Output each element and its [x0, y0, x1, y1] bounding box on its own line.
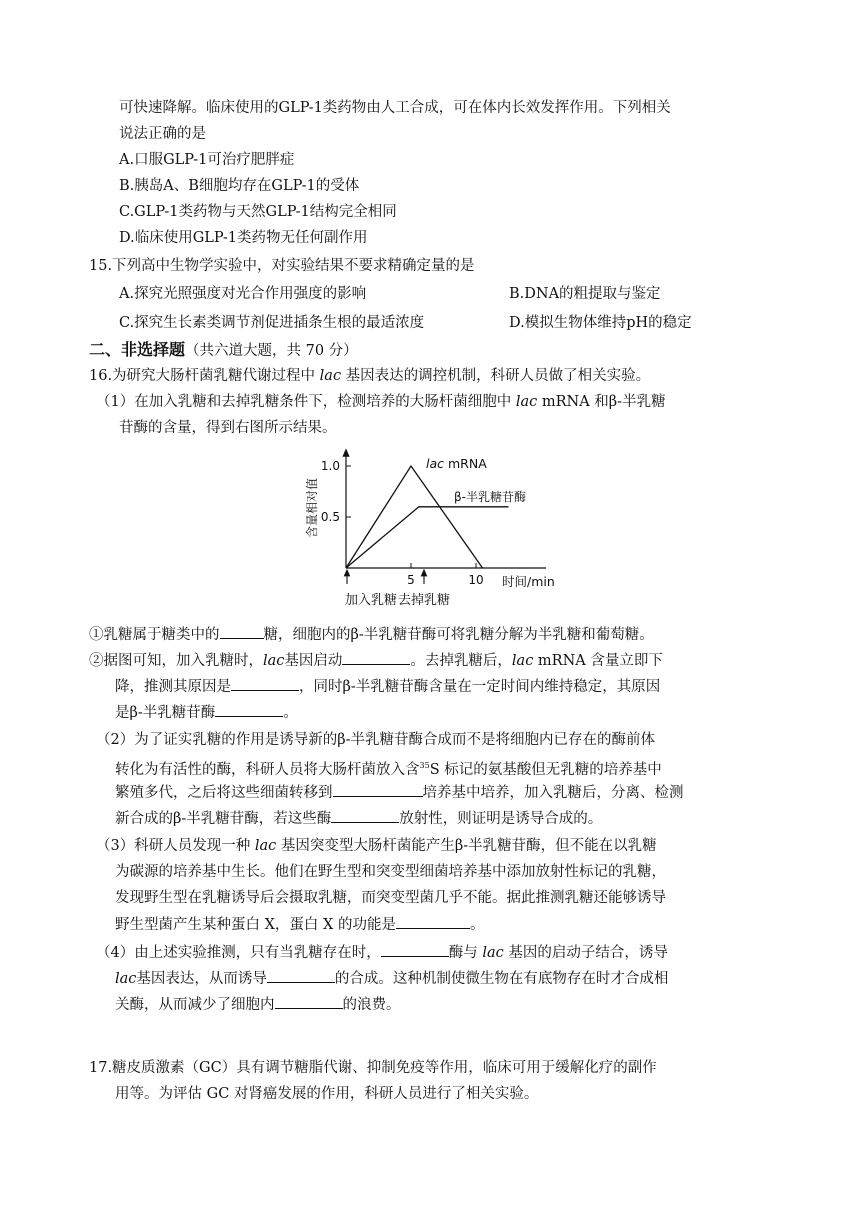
section-title: 二、非选择题	[89, 340, 186, 359]
q16-part2-line1: （2）为了证实乳糖的作用是诱导新的β-半乳糖苷酶合成而不是将细胞内已存在的酶前体	[96, 732, 656, 748]
q16-part1-line1: （1）在加入乳糖和去掉乳糖条件下，检测培养的大肠杆菌细胞中 lac mRNA 和β-半乳糖	[96, 394, 666, 410]
q15-option-c: C.探究生长素类调节剂促进插条生根的最适浓度	[119, 315, 425, 331]
q15-option-d: D.模拟生物体维持pH的稳定	[509, 315, 692, 331]
q16-part3-line2: 为碳源的培养基中生长。他们在野生型和突变型细菌培养基中添加放射性标记的乳糖，	[115, 864, 666, 880]
q15-option-b: B.DNA的粗提取与鉴定	[509, 286, 661, 302]
q16-part3-line4: 野生型菌产生某种蛋白 X，蛋白 X 的功能是 。	[115, 914, 484, 935]
series-label-lac-mrna: lac mRNA	[426, 456, 487, 471]
q16-c1: ①乳糖属于糖类中的 糖，细胞内的β-半乳糖苷酶可将乳糖分解为半乳糖和葡萄糖。	[89, 624, 654, 645]
series-lac-mrna-line	[346, 466, 483, 568]
x-tick-label: 5	[407, 573, 415, 587]
annotation-label: 去掉乳糖	[397, 593, 451, 608]
q16-part4-line3: 关酶，从而减少了细胞内 的浪费。	[115, 994, 401, 1015]
series-label-beta-gal: β-半乳糖苷酶	[454, 490, 526, 504]
q16-c2-line2: 降，推测其原因是 ，同时β-半乳糖苷酶含量在一定时间内维持稳定，其原因	[115, 676, 660, 697]
q15-stem: 15.下列高中生物学实验中，对实验结果不要求精确定量的是	[89, 258, 475, 274]
q16-part2-line4: 新合成的β-半乳糖苷酶，若这些酶 放射性，则证明是诱导合成的。	[115, 808, 602, 829]
q14-stem-line1: 可快速降解。临床使用的GLP-1类药物由人工合成，可在体内长效发挥作用。下列相关	[119, 100, 671, 116]
q16-stem: 16.为研究大肠杆菌乳糖代谢过程中 lac 基因表达的调控机制，科研人员做了相关实验。	[89, 368, 651, 384]
section-heading	[89, 340, 358, 361]
y-axis-label: 含量相对值	[305, 477, 319, 539]
q16-part4-line2: lac基因表达，从而诱导 的合成。这种机制使微生物在有底物存在时才合成相	[115, 968, 668, 989]
annotation-label: 加入乳糖	[344, 593, 398, 608]
y-tick-label: 1.0	[320, 459, 340, 473]
q16-part4-line1: （4）由上述实验推测，只有当乳糖存在时， 酶与 lac 基因的启动子结合，诱导	[96, 942, 668, 963]
section-note: （共六道大题，共 70 分）	[185, 343, 358, 359]
q16-part3-line1: （3）科研人员发现一种 lac 基因突变型大肠杆菌能产生β-半乳糖苷酶，但不能在以乳糖	[96, 838, 657, 854]
q16-part1-line2: 苷酶的含量，得到右图所示结果。	[119, 420, 337, 436]
q17-stem-line1: 17.糖皮质激素（GC）具有调节糖脂代谢、抑制免疫等作用，临床可用于缓解化疗的副作	[89, 1060, 657, 1076]
q14-option-c: C.GLP-1类药物与天然GLP-1结构完全相同	[119, 204, 397, 220]
q16-c2-line3: 是β-半乳糖苷酶 。	[115, 702, 298, 723]
q16-c2-line1: ②据图可知，加入乳糖时，lac基因启动 。去掉乳糖后，lac mRNA 含量立即下	[89, 650, 663, 671]
q16-part3-line3: 发现野生型在乳糖诱导后会摄取乳糖，而突变型菌几乎不能。据此推测乳糖还能够诱导	[115, 890, 666, 906]
x-tick-label: 10	[468, 573, 484, 587]
q14-option-a: A.口服GLP-1可治疗肥胖症	[119, 152, 295, 168]
q15-option-a: A.探究光照强度对光合作用强度的影响	[119, 286, 367, 302]
x-axis-label: 时间/min	[502, 574, 555, 589]
q14-option-b: B.胰岛A、B细胞均存在GLP-1的受体	[119, 178, 360, 194]
series-beta-gal-line	[346, 507, 509, 568]
q14-option-d: D.临床使用GLP-1类药物无任何副作用	[119, 230, 368, 246]
line-chart	[296, 446, 556, 616]
q14-stem-line2: 说法正确的是	[119, 126, 206, 142]
q16-part2-line2: 转化为有活性的酶，科研人员将大肠杆菌放入含$^{35}$S 标记的氨基酸但无乳糖的培养基中	[115, 761, 662, 778]
q16-part2-line3: 繁殖多代，之后将这些细菌转移到 培养基中培养，加入乳糖后，分离、检测	[115, 782, 684, 803]
q17-stem-line2: 用等。为评估 GC 对肾癌发展的作用，科研人员进行了相关实验。	[115, 1086, 539, 1102]
y-tick-label: 0.5	[320, 510, 340, 524]
